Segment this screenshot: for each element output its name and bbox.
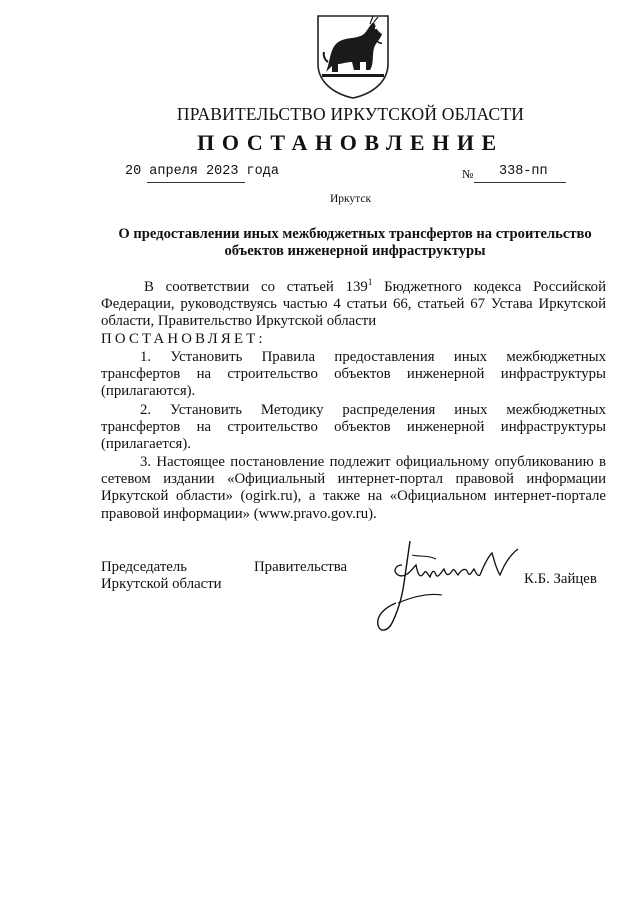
coat-of-arms-icon <box>312 12 394 100</box>
intro-text-part2: Бюджетного кодекса Российской Федерации, руководствуясь частью 4 статьи 66, статьей 67 Устава Иркутской области, Правительство Иркутской области <box>101 279 606 330</box>
date-underline <box>147 182 245 183</box>
organization-name: ПРАВИТЕЛЬСТВО ИРКУТСКОЙ ОБЛАСТИ <box>176 104 525 124</box>
document-date: 20 апреля 2023 года <box>125 164 279 179</box>
signatory-position-government: Правительства <box>254 559 348 575</box>
document-city: Иркутск <box>329 193 372 205</box>
signatory-name: К.Б. Зайцев <box>524 571 597 587</box>
paragraph-item-2: 2. Установить Методику распределения иных межбюджетных трансфертов на строительство объектов инженерной инфраструктуры (прилагается). <box>101 402 606 453</box>
paragraph-item-3: 3. Настоящее постановление подлежит официальному опубликованию в сетевом издании «Официальный интернет-портал правовой информации Иркутской области» (ogirk.ru), а также на «Официальном интернет-портале правовой информации» (www.pravo.gov.ru). <box>101 454 606 522</box>
signatory-position-line1: Председатель <box>101 559 187 575</box>
intro-text-part1: В соответствии со статьей 139 <box>144 279 368 295</box>
number-underline <box>474 182 566 183</box>
paragraph-item-1: 1. Установить Правила предоставления иных межбюджетных трансфертов на строительство объектов инженерной инфраструктуры (прилагаются). <box>101 349 606 400</box>
signatory-position-line2: Иркутской области <box>101 576 222 592</box>
signatory-position <box>101 559 222 593</box>
number-sign: № <box>462 167 474 181</box>
intro-paragraph <box>101 279 606 331</box>
resolve-heading: ПОСТАНОВЛЯЕТ: <box>101 331 266 347</box>
document-number: 338-пп <box>499 164 548 179</box>
handwritten-signature <box>372 535 524 637</box>
article-superscript: 1 <box>367 277 373 288</box>
document-type: ПОСТАНОВЛЕНИЕ <box>197 130 504 155</box>
document-title: О предоставлении иных межбюджетных трансфертов на строительство объектов инженерной инфраструктуры <box>118 226 592 259</box>
